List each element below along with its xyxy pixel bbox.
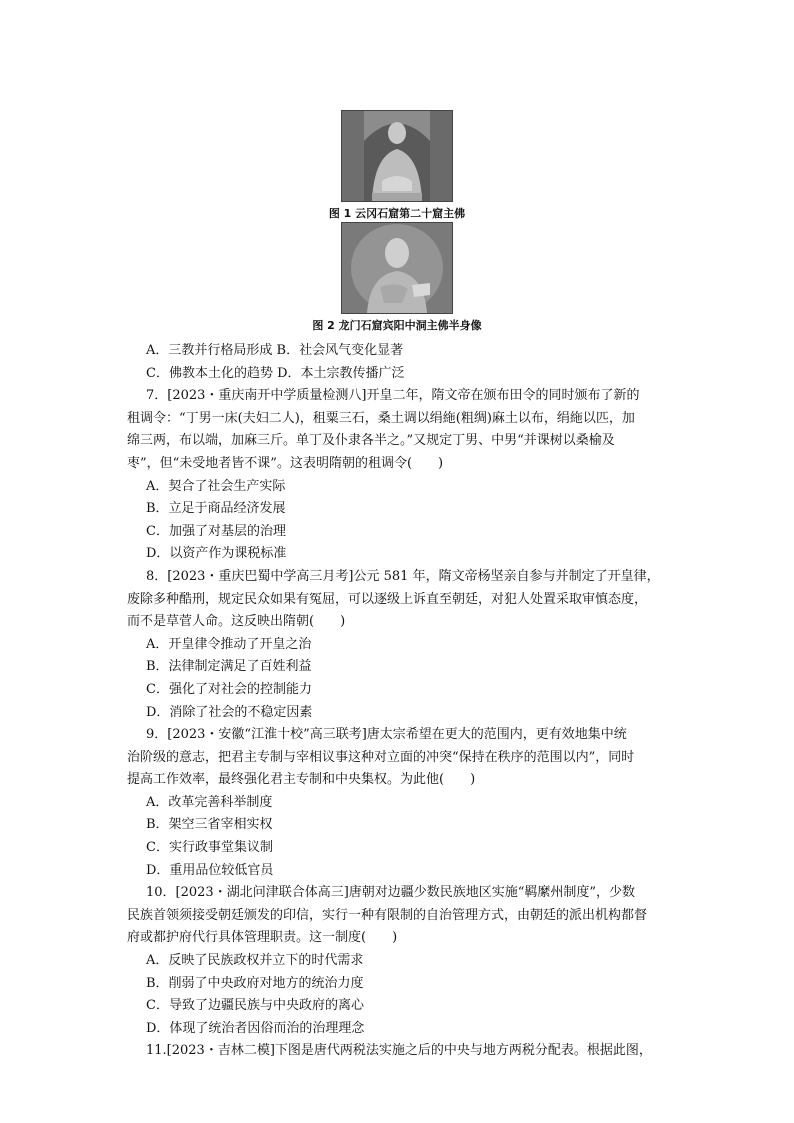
q9-stem-line: 9．[2023・安徽“江淮十校”高三联考]唐太宗希望在更大的范围内，更有效地集中统	[146, 727, 627, 743]
q7-option-b: B．立足于商品经济发展	[146, 501, 286, 517]
q9-option-c: C．实行政事堂集议制	[146, 840, 273, 856]
q8-stem-line: 废除多种酷刑，规定民众如果有冤屈，可以逐级上诉直至朝廷，对犯人处置采取审慎态度，	[127, 591, 648, 607]
q10-option-c: C．导致了边疆民族与中央政府的离心	[146, 998, 364, 1014]
q8-option-a: A．开皇律令推动了开皇之治	[146, 636, 312, 652]
q7-option-a: A．契合了社会生产实际	[146, 478, 286, 494]
q8-stem-line: 8．[2023・重庆巴蜀中学高三月考]公元 581 年，隋文帝杨坚亲自参与并制定了开皇律，	[146, 568, 660, 584]
q7-option-c: C．加强了对基层的治理	[146, 523, 286, 539]
q8-option-d: D．消除了社会的不稳定因素	[146, 704, 313, 720]
q7-stem-line: 枣”，但“未受地者皆不课”。这表明隋朝的租调令( )	[127, 455, 444, 471]
q8-option-c: C．强化了对社会的控制能力	[146, 681, 312, 697]
q7-option-d: D．以资产作为课税标准	[146, 546, 287, 562]
q10-stem-line: 民族首领须接受朝廷颁发的印信，实行一种有限制的自治管理方式，由朝廷的派出机构都督	[127, 907, 648, 923]
q10-option-b: B．削弱了中央政府对地方的统治力度	[146, 975, 364, 991]
figure-2-caption: 图 2 龙门石窟宾阳中洞主佛半身像	[312, 319, 482, 332]
q9-stem-line: 治阶级的意志，把君主专制与宰相议事这种对立面的冲突“保持在秩序的范围以内”，同时	[127, 749, 635, 765]
q11-stem-line: 11.[2023・吉林二模]下图是唐代两税法实施之后的中央与地方两税分配表。根据此图，	[146, 1043, 652, 1059]
yungang-buddha-image	[341, 110, 453, 202]
q9-option-a: A．改革完善科举制度	[146, 794, 273, 810]
question-content	[127, 340, 679, 1063]
q6-option-line: C．佛教本土化的趋势 D．本土宗教传播广泛	[146, 365, 405, 381]
q10-stem-line: 10．[2023・湖北问津联合体高三]唐朝对边疆少数民族地区实施“羁縻州制度”，少数	[146, 885, 636, 901]
q8-option-b: B．法律制定满足了百姓利益	[146, 659, 312, 675]
figure-2	[0, 222, 794, 333]
figure-1-caption: 图 1 云冈石窟第二十窟主佛	[328, 207, 466, 220]
q9-stem-line: 提高工作效率，最终强化君主专制和中央集权。为此他( )	[127, 772, 476, 788]
q9-option-b: B．架空三省宰相实权	[146, 817, 273, 833]
q10-option-a: A．反映了民族政权并立下的时代需求	[146, 953, 364, 969]
q10-option-d: D．体现了统治者因俗而治的治理理念	[146, 1020, 365, 1036]
q6-option-line: A．三教并行格局形成 B．社会风气变化显著	[146, 343, 404, 358]
q9-option-d: D．重用品位较低官员	[146, 862, 274, 878]
q8-stem-line: 而不是草菅人命。这反映出隋朝( )	[127, 614, 346, 630]
q10-stem-line: 府或都护府代行具体管理职责。这一制度( )	[127, 930, 398, 946]
longmen-buddha-image	[341, 222, 453, 314]
figure-1	[0, 110, 794, 221]
yungang-buddha-picture	[342, 111, 452, 201]
longmen-buddha-picture	[342, 223, 452, 313]
q7-stem-line: 绵三两，布以端，加麻三斤。单丁及仆隶各半之。”又规定丁男、中男“并课树以桑榆及	[127, 433, 615, 449]
q7-stem-line: 租调令：“丁男一床(夫妇二人)，租粟三石，桑土调以绢絁(粗绸)麻土以布，绢絁以匹，加	[127, 410, 635, 426]
q7-stem-line: 7．[2023・重庆南开中学质量检测八]开皇二年，隋文帝在颁布田令的同时颁布了新的	[146, 388, 640, 404]
